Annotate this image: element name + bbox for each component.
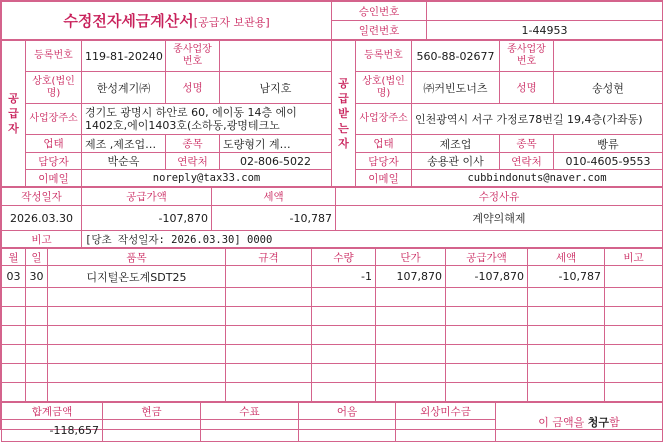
amend-reason: 계약의해제 (336, 206, 663, 231)
supplier-item-label: 종목 (166, 135, 220, 153)
items-unit-price-header: 단가 (376, 249, 446, 266)
supplier-side-label: 공 급 자 (2, 41, 26, 187)
items-day-header: 일 (26, 249, 48, 266)
total-amount-label: 합계금액 (2, 403, 103, 420)
buyer-biz-type-label: 업태 (356, 135, 412, 153)
amend-reason-label: 수정사유 (336, 188, 663, 206)
supplier-name: 한성계기㈜ (82, 72, 166, 104)
supplier-branch-label: 종사업장번호 (166, 41, 220, 72)
buyer-name-label: 상호(법인명) (356, 72, 412, 104)
buyer-contact: 010-4605-9553 (554, 153, 663, 170)
supply-amount-label: 공급가액 (82, 188, 212, 206)
empty-row (2, 326, 663, 345)
check-label: 수표 (201, 403, 299, 420)
buyer-manager: 송용관 이사 (412, 153, 500, 170)
table-row (2, 266, 663, 288)
buyer-reg-label: 등록번호 (356, 41, 412, 72)
buyer-name: ㈜커빈도너츠 (412, 72, 500, 104)
cash-label: 현금 (103, 403, 201, 420)
claim-suffix: 함 (609, 416, 620, 429)
items-month-header: 월 (2, 249, 26, 266)
buyer-rep-label: 성명 (500, 72, 554, 104)
items-qty-header: 수량 (312, 249, 376, 266)
remarks-label: 비고 (2, 231, 82, 248)
serial-number-label: 일련번호 (332, 21, 427, 40)
supplier-manager: 박순옥 (82, 153, 166, 170)
empty-row (2, 383, 663, 402)
item-day: 30 (26, 266, 48, 288)
invoice-header-table (1, 1, 663, 40)
cash-amount (103, 420, 201, 442)
buyer-branch-label: 종사업장번호 (500, 41, 554, 72)
supplier-address-label: 사업장주소 (26, 104, 82, 135)
item-name: 디지털온도계SDT25 (48, 266, 226, 288)
supplier-rep: 남지호 (220, 72, 332, 104)
items-supply-header: 공급가액 (446, 249, 528, 266)
bill-amount (299, 420, 396, 442)
supplier-email: noreply@tax33.com (82, 170, 332, 187)
item-tax: -10,787 (528, 266, 605, 288)
summary-table (1, 187, 663, 248)
items-name-header: 품목 (48, 249, 226, 266)
buyer-manager-label: 담당자 (356, 153, 412, 170)
empty-row (2, 364, 663, 383)
supplier-biz-type: 제조 ,제조업… (82, 135, 166, 153)
buyer-address: 인천광역시 서구 가정로78번길 19,4층(가좌동) (412, 104, 663, 135)
credit-amount (396, 420, 496, 442)
item-supply: -107,870 (446, 266, 528, 288)
supply-amount: -107,870 (82, 206, 212, 231)
supplier-address: 경기도 광명시 하안로 60, 에이동 14층 에이 1402호,에이1403호(소하동,광명테크노 (82, 104, 332, 135)
supplier-reg-no: 119-81-20240 (82, 41, 166, 72)
supplier-name-label: 상호(법인명) (26, 72, 82, 104)
supplier-contact: 02-806-5022 (220, 153, 332, 170)
supplier-manager-label: 담당자 (26, 153, 82, 170)
buyer-rep: 송성현 (554, 72, 663, 104)
claim-statement (496, 403, 663, 442)
totals-table (1, 402, 663, 442)
item-note (605, 266, 663, 288)
item-unit-price: 107,870 (376, 266, 446, 288)
buyer-email-label: 이메일 (356, 170, 412, 187)
buyer-address-label: 사업장주소 (356, 104, 412, 135)
approval-number-label: 승인번호 (332, 2, 427, 21)
title-text: 수정전자세금계산서 (63, 12, 194, 30)
buyer-branch-no (554, 41, 663, 72)
buyer-reg-no: 560-88-02677 (412, 41, 500, 72)
approval-number-value (427, 2, 663, 21)
check-amount (201, 420, 299, 442)
buyer-email: cubbindonuts@naver.com (412, 170, 663, 187)
items-spec-header: 규격 (226, 249, 312, 266)
buyer-item: 빵류 (554, 135, 663, 153)
item-qty: -1 (312, 266, 376, 288)
issue-date-label: 작성일자 (2, 188, 82, 206)
buyer-biz-type: 제조업 (412, 135, 500, 153)
buyer-side-label: 공 급 받 는 자 (332, 41, 356, 187)
items-note-header: 비고 (605, 249, 663, 266)
tax-amount: -10,787 (212, 206, 336, 231)
claim-word: 청구 (587, 416, 610, 429)
tax-amount-label: 세액 (212, 188, 336, 206)
buyer-item-label: 종목 (500, 135, 554, 153)
credit-label: 외상미수금 (396, 403, 496, 420)
bill-label: 어음 (299, 403, 396, 420)
claim-prefix: 이 금액을 (538, 416, 585, 429)
supplier-branch-no (220, 41, 332, 72)
empty-row (2, 307, 663, 326)
document-title (2, 2, 332, 40)
supplier-contact-label: 연락처 (166, 153, 220, 170)
total-amount: -118,657 (2, 420, 103, 442)
item-spec (226, 266, 312, 288)
supplier-biz-type-label: 업태 (26, 135, 82, 153)
items-table (1, 248, 663, 402)
supplier-rep-label: 성명 (166, 72, 220, 104)
buyer-contact-label: 연락처 (500, 153, 554, 170)
item-month: 03 (2, 266, 26, 288)
title-subtitle: [공급자 보관용] (193, 16, 270, 29)
supplier-item: 도량형기 계… (220, 135, 332, 153)
issue-date: 2026.03.30 (2, 206, 82, 231)
empty-row (2, 288, 663, 307)
parties-table (1, 40, 663, 187)
supplier-reg-label: 등록번호 (26, 41, 82, 72)
serial-number-value: 1-44953 (427, 21, 663, 40)
remarks: [당초 작성일자: 2026.03.30] 0000 (82, 231, 663, 248)
items-tax-header: 세액 (528, 249, 605, 266)
empty-row (2, 345, 663, 364)
supplier-email-label: 이메일 (26, 170, 82, 187)
